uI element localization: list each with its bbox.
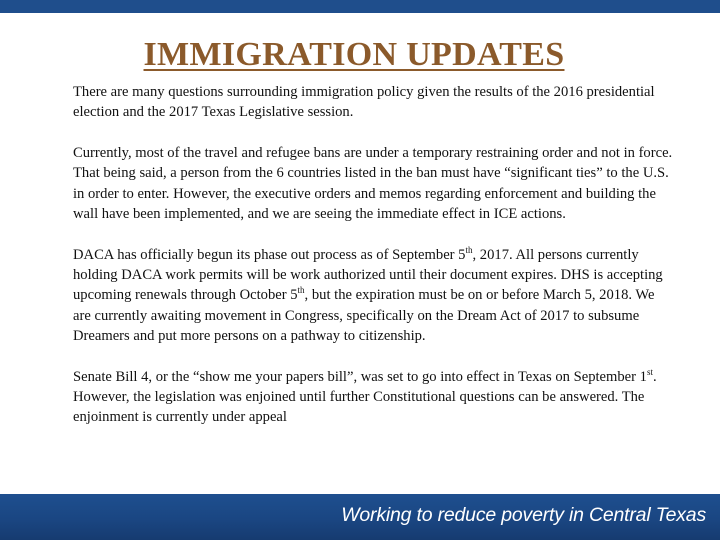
body-content bbox=[73, 82, 673, 448]
paragraph-travel-bans: Currently, most of the travel and refugee bans are under a temporary restraining order and not in force. That being said, a person from the 6 countries listed in the ban must have “significant ties” to the U.S. in order to enter. However, the executive orders and memos regarding enforcement and building the wall have been implemented, and we are seeing the immediate effect in ICE actions. bbox=[73, 145, 673, 222]
daca-text-a: DACA has officially begun its phase out process as of September 5 bbox=[73, 246, 466, 263]
page-title-text: IMMIGRATION UPDATES bbox=[143, 36, 565, 73]
sb4-text-a: Senate Bill 4, or the “show me your papers bill”, was set to go into effect in Texas on September 1 bbox=[73, 368, 647, 385]
daca-text-c: , but the expiration must be on or before March 5, 2018. We are currently awaiting movement in Congress, specifically on the Dream Act of 2017 to subsume Dreamers and put more persons on a pathway to citizenship. bbox=[73, 287, 655, 344]
paragraph-daca bbox=[73, 245, 673, 346]
daca-sup-a: th bbox=[465, 244, 473, 255]
paragraph-sb4 bbox=[73, 367, 673, 428]
paragraph-intro: There are many questions surrounding immigration policy given the results of the 2016 presidential election and the 2017 Texas Legislative session. bbox=[73, 84, 655, 121]
sb4-sup-a: st bbox=[646, 366, 653, 377]
daca-sup-b: th bbox=[297, 285, 305, 296]
sb4-text-b: . However, the legislation was enjoined until further Constitutional questions can be answered. The enjoinment is currently under appeal bbox=[73, 368, 657, 426]
footer-banner bbox=[0, 494, 720, 540]
top-banner-bar bbox=[0, 0, 720, 13]
footer-tagline: Working to reduce poverty in Central Texas bbox=[341, 504, 706, 526]
page-title bbox=[0, 36, 720, 74]
daca-text-b: , 2017. All persons currently holding DACA work permits will be work authorized until their document expires. DHS is accepting upcoming renewals through October 5 bbox=[73, 246, 663, 304]
